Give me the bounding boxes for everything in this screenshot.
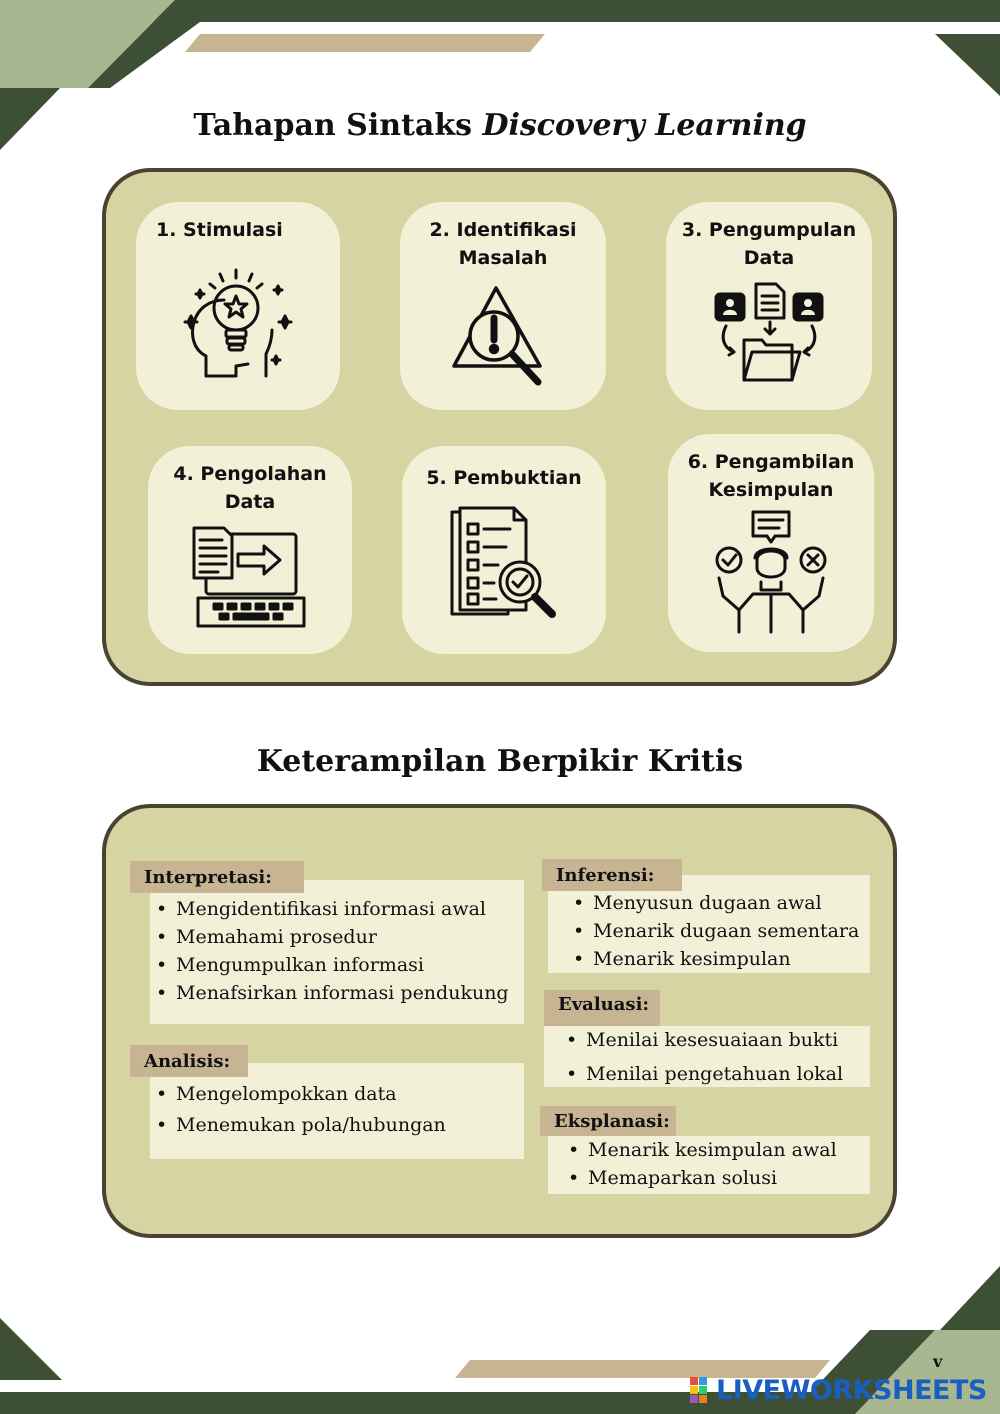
liveworksheets-text: LIVEWORKSHEETS bbox=[716, 1374, 987, 1406]
list-item: • Menarik dugaan sementara bbox=[593, 920, 870, 948]
checklist-magnifier-icon bbox=[446, 506, 562, 624]
data-folder-icon bbox=[714, 282, 824, 386]
step-label: 5. Pembuktian bbox=[426, 467, 582, 489]
eksplanasi-box bbox=[548, 1136, 870, 1194]
step-label: 2. Identifikasi Masalah bbox=[429, 219, 577, 269]
step-card-pengolahan-data bbox=[148, 446, 352, 654]
syntax-steps-panel bbox=[102, 168, 897, 686]
laptop-document-icon bbox=[192, 526, 308, 634]
list-item: • Menafsirkan informasi pendukung bbox=[176, 982, 524, 1010]
list-item: • Menilai pengetahuan lokal bbox=[586, 1061, 870, 1087]
evaluasi-label: Evaluasi: bbox=[544, 990, 660, 1026]
liveworksheets-watermark[interactable] bbox=[690, 1372, 987, 1408]
list-item: • Menemukan pola/hubungan bbox=[176, 1114, 524, 1145]
list-item: • Menarik kesimpulan bbox=[593, 948, 870, 976]
section2-title: Keterampilan Berpikir Kritis bbox=[256, 744, 744, 779]
step-card-identifikasi-masalah bbox=[400, 202, 606, 410]
step-label: 6. Pengambilan Kesimpulan bbox=[687, 451, 855, 501]
list-item: • Mengelompokkan data bbox=[176, 1083, 524, 1114]
interpretasi-label: Interpretasi: bbox=[130, 861, 304, 893]
step-card-pengumpulan-data bbox=[666, 202, 872, 410]
lightbulb-head-icon bbox=[176, 264, 300, 388]
list-item: • Menilai kesesuaiaan bukti bbox=[586, 1026, 870, 1061]
list-item: • Mengumpulkan informasi bbox=[176, 954, 524, 982]
warning-magnifier-icon bbox=[448, 282, 558, 392]
section1-title-text: Tahapan Sintaks bbox=[193, 108, 483, 143]
section1-title-italic: Discovery Learning bbox=[482, 108, 807, 143]
evaluasi-box bbox=[544, 1026, 870, 1087]
person-decision-icon bbox=[709, 510, 833, 638]
step-label: 4. Pengolahan Data bbox=[173, 463, 327, 513]
list-item: • Mengidentifikasi informasi awal bbox=[176, 898, 524, 926]
step-card-stimulasi bbox=[136, 202, 340, 410]
list-item: • Memaparkan solusi bbox=[588, 1167, 870, 1195]
interpretasi-box bbox=[150, 880, 524, 1024]
step-label: 1. Stimulasi bbox=[156, 219, 283, 241]
list-item: • Menyusun dugaan awal bbox=[593, 892, 870, 920]
section1-title bbox=[0, 108, 1000, 143]
list-item: • Memahami prosedur bbox=[176, 926, 524, 954]
inferensi-label: Inferensi: bbox=[542, 859, 682, 891]
analisis-label: Analisis: bbox=[130, 1045, 248, 1077]
page-number: v bbox=[933, 1352, 943, 1371]
step-label: 3. Pengumpulan Data bbox=[681, 219, 857, 269]
step-card-pembuktian bbox=[402, 446, 606, 654]
eksplanasi-label: Eksplanasi: bbox=[540, 1106, 676, 1136]
step-card-pengambilan-kesimpulan bbox=[668, 434, 874, 652]
liveworksheets-logo-icon bbox=[690, 1377, 716, 1403]
list-item: • Menarik kesimpulan awal bbox=[588, 1139, 870, 1167]
analisis-box bbox=[150, 1063, 524, 1159]
